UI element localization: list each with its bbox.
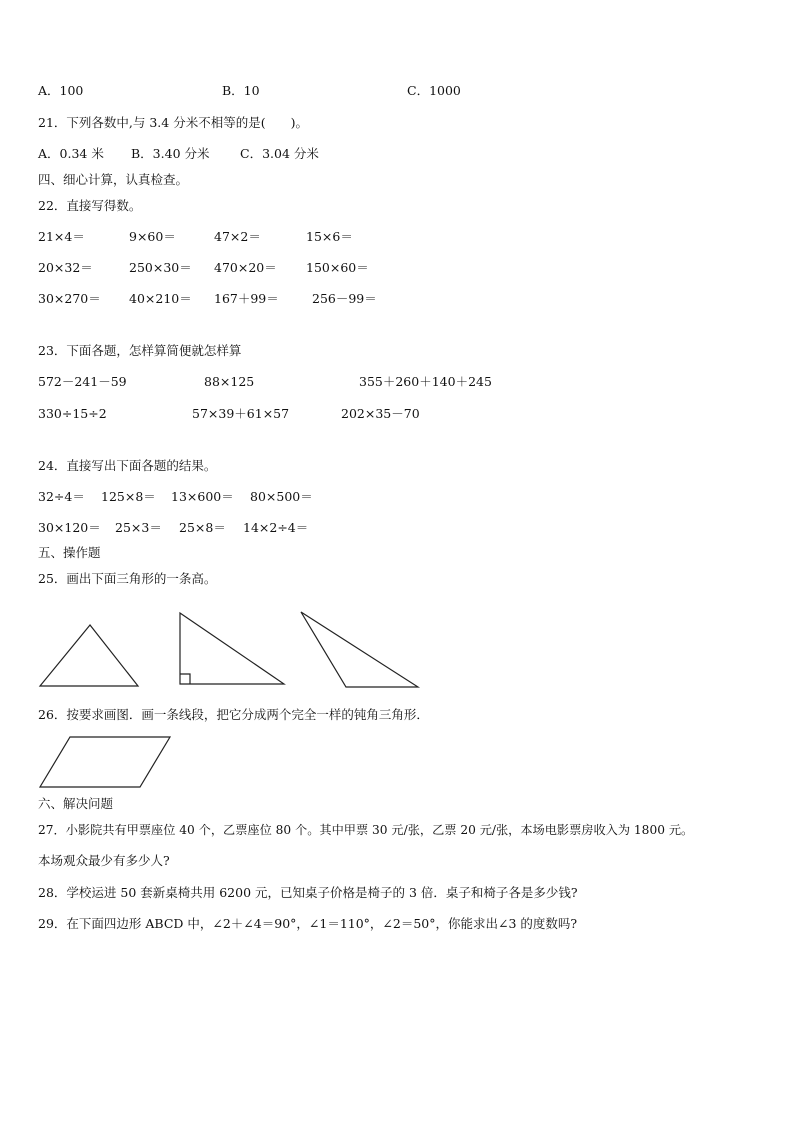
section-heading: 六、解决问题 [38, 796, 114, 811]
q21-option-c: C．3.04 分米 [240, 146, 319, 161]
q22-item: 30×270＝ [38, 291, 101, 306]
q23-question: 23．下面各题，怎样算简便就怎样算 [38, 343, 242, 358]
q22-item: 150×60＝ [306, 260, 369, 275]
q23-item: 330÷15÷2 [38, 406, 107, 421]
q27-question-line1: 27．小影院共有甲票座位 40 个，乙票座位 80 个。其中甲票 30 元/张，乙票 20 元/张，本场电影票房收入为 1800 元。 [38, 823, 694, 837]
q23-item: 202×35－70 [341, 406, 420, 421]
q24-question: 24．直接写出下面各题的结果。 [38, 458, 217, 473]
section-heading: 四、细心计算，认真检查。 [38, 172, 189, 187]
q22-item: 47×2＝ [214, 229, 261, 244]
q26-question: 26．按要求画图．画一条线段，把它分成两个完全一样的钝角三角形． [38, 707, 429, 722]
q27-question-line2: 本场观众最少有多少人? [38, 853, 170, 868]
parallelogram [40, 737, 170, 787]
q25-question: 25．画出下面三角形的一条高。 [38, 571, 217, 586]
q22-item: 21×4＝ [38, 229, 85, 244]
q23-item: 57×39＋61×57 [192, 406, 290, 421]
q22-question: 22．直接写得数。 [38, 198, 142, 213]
q20-option-a: A．100 [38, 83, 84, 98]
q23-item: 88×125 [204, 374, 255, 389]
q24-item: 80×500＝ [250, 489, 313, 504]
q21-option-b: B．3.40 分米 [131, 146, 210, 161]
q20-option-b: B．10 [222, 83, 260, 98]
q23-item: 572－241－59 [38, 374, 127, 389]
q22-item: 9×60＝ [129, 229, 176, 244]
q22-item: 470×20＝ [214, 260, 277, 275]
q24-item: 125×8＝ [101, 489, 156, 504]
q22-item: 20×32＝ [38, 260, 93, 275]
q24-item: 25×3＝ [115, 520, 162, 535]
q24-item: 25×8＝ [179, 520, 226, 535]
q21-question: 21．下列各数中,与 3.4 分米不相等的是( )。 [38, 115, 308, 130]
q22-item: 167＋99＝ [214, 291, 279, 306]
q21-option-a: A．0.34 米 [38, 146, 104, 161]
q24-item: 14×2÷4＝ [243, 520, 309, 535]
q24-item: 32÷4＝ [38, 489, 85, 504]
q22-item: 250×30＝ [129, 260, 192, 275]
q22-item: 256－99＝ [312, 291, 377, 306]
q24-item: 30×120＝ [38, 520, 101, 535]
q22-item: 15×6＝ [306, 229, 353, 244]
q29-question: 29．在下面四边形 ABCD 中，∠2＋∠4＝90°，∠1＝110°，∠2＝50°，你能求出∠3 的度数吗? [38, 916, 578, 931]
q28-question: 28．学校运进 50 套新桌椅共用 6200 元，已知桌子价格是椅子的 3 倍．桌子和椅子各是多少钱? [38, 885, 578, 900]
q22-item: 40×210＝ [129, 291, 192, 306]
q23-item: 355＋260＋140＋245 [359, 374, 492, 389]
section-heading: 五、操作题 [38, 545, 101, 560]
q20-option-c: C．1000 [407, 83, 461, 98]
q24-item: 13×600＝ [171, 489, 234, 504]
